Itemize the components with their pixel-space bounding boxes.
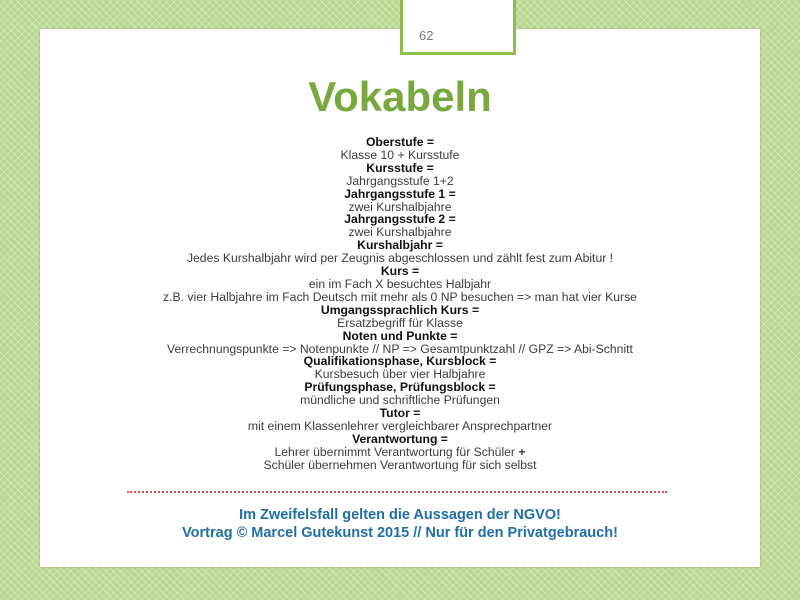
glossary-term: Tutor = <box>379 406 421 421</box>
glossary-description: Lehrer übernimmt Verantwortung für Schüler <box>274 444 519 459</box>
glossary-term: Kurs = <box>380 264 420 279</box>
glossary-term: Jahrgangsstufe 2 = <box>344 212 456 227</box>
glossary-term: Umgangssprachlich Kurs = <box>320 302 480 317</box>
glossary-example: z.B. vier Halbjahre im Fach Deutsch mit mehr als 0 NP besuchen => man hat vier Kurse <box>163 289 637 304</box>
glossary-description-line <box>40 446 760 459</box>
glossary-description: Verrechnungspunkte => Notenpunkte // NP => Gesamtpunktzahl // GPZ => Abi-Schnitt <box>167 341 633 356</box>
glossary-term: Oberstufe = <box>365 135 435 149</box>
plus-sign: + <box>518 444 526 459</box>
page-number: 62 <box>419 28 434 43</box>
footer-notice <box>40 506 760 542</box>
glossary-description: Jedes Kurshalbjahr wird per Zeugnis abgeschlossen und zählt fest zum Abitur ! <box>186 251 614 266</box>
glossary-term: Qualifikationsphase, Kursblock = <box>303 354 497 369</box>
glossary-description: Kursbesuch über vier Halbjahre <box>314 367 486 382</box>
glossary-term: Jahrgangsstufe 1 = <box>344 186 456 201</box>
glossary-description: zwei Kurshalbjahre <box>348 225 452 240</box>
glossary-term: Noten und Punkte = <box>342 328 458 343</box>
glossary-description: Klasse 10 + Kursstufe <box>340 147 460 162</box>
glossary-description: Ersatzbegriff für Klasse <box>337 315 463 330</box>
page-number-tab-inner <box>407 0 509 48</box>
glossary-term: Kurshalbjahr = <box>357 238 443 253</box>
glossary-term: Prüfungsphase, Prüfungsblock = <box>304 380 496 395</box>
glossary-description: ein im Fach X besuchtes Halbjahr <box>308 276 492 291</box>
dotted-divider <box>127 491 667 493</box>
glossary-description: mündliche und schriftliche Prüfungen <box>300 393 500 408</box>
glossary-description: Schüler übernehmen Verantwortung für sich selbst <box>263 457 537 472</box>
glossary-term: Kursstufe = <box>366 160 434 175</box>
page-number-tab <box>400 0 516 55</box>
slide-title: Vokabeln <box>308 73 492 120</box>
footer-line-ngvo: Im Zweifelsfall gelten die Aussagen der NGVO! <box>239 507 561 523</box>
glossary-description: zwei Kurshalbjahre <box>348 199 452 214</box>
glossary-description: mit einem Klassenlehrer vergleichbarer Ansprechpartner <box>247 418 553 433</box>
glossary-description: Jahrgangsstufe 1+2 <box>346 173 454 188</box>
glossary <box>40 136 760 472</box>
footer-line-copyright: Vortrag © Marcel Gutekunst 2015 // Nur für den Privatgebrauch! <box>182 525 618 541</box>
glossary-term: Verantwortung = <box>352 431 448 446</box>
